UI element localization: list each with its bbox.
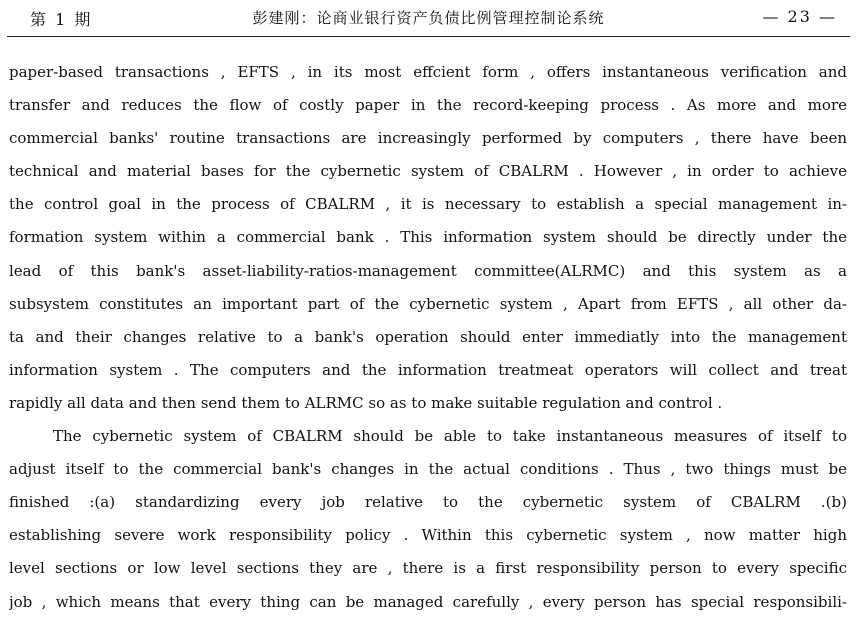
paragraph-last-line: rapidly all data and then send them to ALRMC so as to make suitable regulation and control .	[9, 393, 723, 412]
text-line: transfer and reduces the flow of costly paper in the record-keeping process . As more and more	[9, 96, 847, 115]
article-body	[9, 56, 847, 619]
paragraph-first-line: The cybernetic system of CBALRM should be able to take instantaneous measures of itself to	[53, 427, 847, 446]
text-line: adjust itself to the commercial bank's changes in the actual conditions . Thus , two things must be	[9, 460, 847, 479]
issue-number: 第 1 期	[30, 10, 93, 29]
text-line: finished :(a) standardizing every job relative to the cybernetic system of CBALRM .(b)	[9, 493, 847, 512]
text-line: ta and their changes relative to a bank's operation should enter immediatly into the management	[9, 327, 847, 346]
text-line: paper-based transactions , EFTS , in its most effcient form , offers instantaneous verification and	[9, 63, 847, 81]
page-header	[0, 0, 857, 36]
header-rule	[7, 36, 850, 37]
text-line: the control goal in the process of CBALRM , it is necessary to establish a special management in-	[9, 195, 847, 214]
text-line: job , which means that every thing can be managed carefully , every person has special responsibili-	[9, 592, 847, 611]
running-title: 彭建刚：论商业银行资产负债比例管理控制论系统	[252, 9, 605, 27]
text-line: subsystem constitutes an important part of the cybernetic system , Apart from EFTS , all other da-	[9, 294, 847, 313]
text-line: lead of this bank's asset-liability-ratios-management committee(ALRMC) and this system as a	[9, 261, 847, 280]
text-line: level sections or low level sections they are , there is a first responsibility person to every specific	[9, 559, 847, 578]
text-line: technical and material bases for the cybernetic system of CBALRM . However , in order to achieve	[9, 162, 847, 181]
text-line: commercial banks' routine transactions are increasingly performed by computers , there have been	[9, 129, 847, 148]
text-line: information system . The computers and the information treatmeat operators will collect and treat	[9, 360, 847, 379]
text-line: establishing severe work responsibility policy . Within this cybernetic system , now matter high	[9, 526, 847, 545]
text-line: formation system within a commercial bank . This information system should be directly under the	[9, 228, 847, 247]
page-number: — 23 —	[762, 7, 837, 26]
